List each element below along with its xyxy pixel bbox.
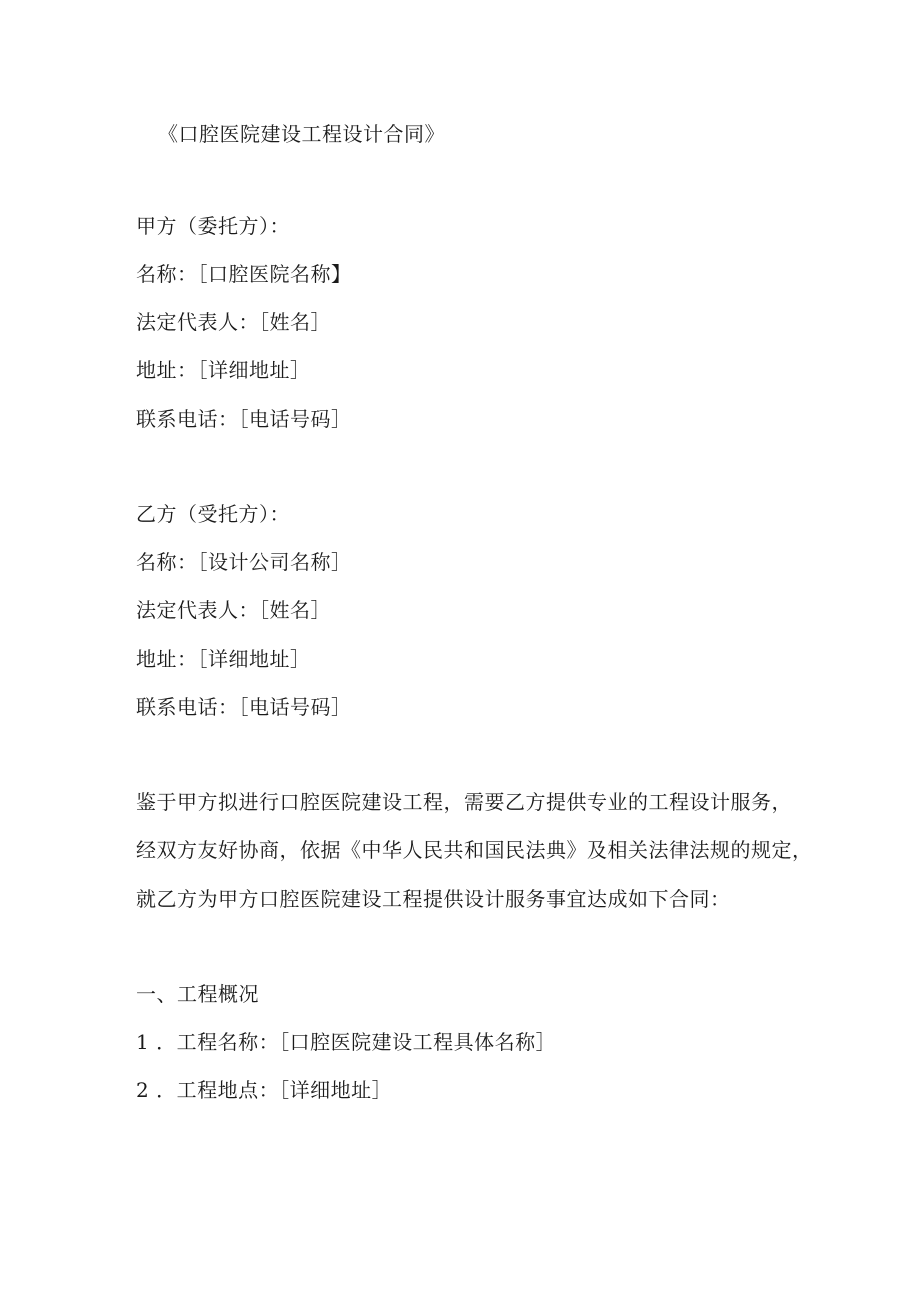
section-item: 1 ．工程名称：［口腔医院建设工程具体名称］ (136, 1030, 557, 1054)
party-b-phone: 联系电话：［电话号码］ (136, 695, 352, 719)
party-b-heading: 乙方（受托方）： (136, 502, 290, 526)
party-a-heading: 甲方（委托方）： (136, 214, 290, 238)
document-title: 《口腔医院建设工程设计合同》 (158, 122, 445, 146)
party-a-representative: 法定代表人：［姓名］ (136, 310, 331, 334)
preamble-line: 鉴于甲方拟进行口腔医院建设工程，需要乙方提供专业的工程设计服务， (136, 790, 792, 814)
party-b-name: 名称：［设计公司名称］ (136, 550, 352, 574)
preamble-line: 经双方友好协商，依据《中华人民共和国民法典》及相关法律法规的规定， (136, 838, 813, 862)
section-heading: 一、工程概况 (136, 982, 259, 1006)
preamble-line: 就乙方为甲方口腔医院建设工程提供设计服务事宜达成如下合同： (136, 887, 731, 911)
party-b-representative: 法定代表人：［姓名］ (136, 598, 331, 622)
section-item: 2 ．工程地点：［详细地址］ (136, 1078, 393, 1102)
party-a-address: 地址：［详细地址］ (136, 358, 311, 382)
party-a-phone: 联系电话：［电话号码］ (136, 407, 352, 431)
party-b-address: 地址：［详细地址］ (136, 647, 311, 671)
party-a-name: 名称：［口腔医院名称】 (136, 262, 352, 286)
